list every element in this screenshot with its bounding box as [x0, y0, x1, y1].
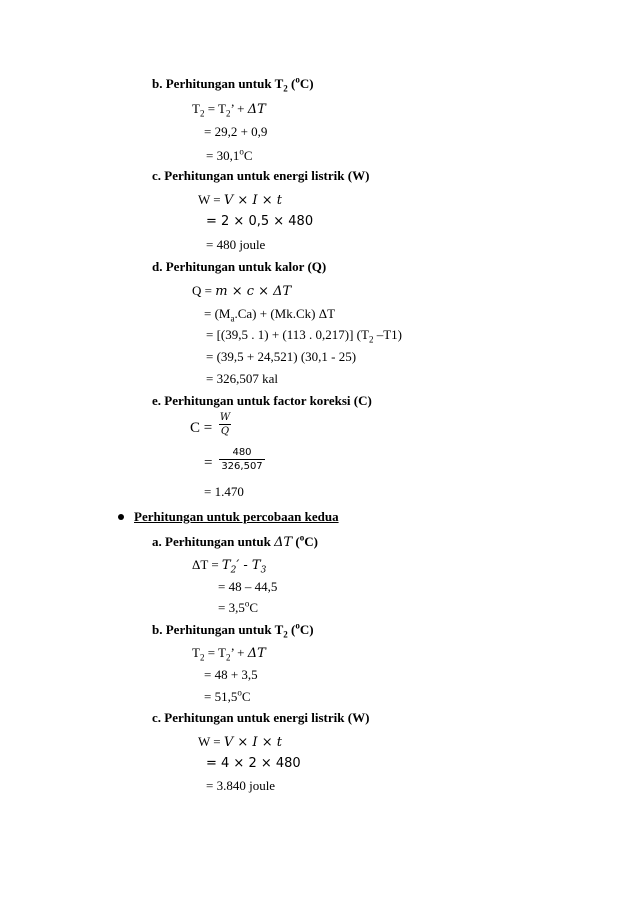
d-formula: Q = m × c × ΔT	[192, 283, 292, 299]
c1-result: = 480 joule	[206, 237, 266, 252]
e-fraction-values	[219, 447, 265, 472]
a2-formula: $\Delta T = T_2' - T_3$	[192, 557, 267, 576]
a2-result: = $3,5^oC$	[218, 598, 259, 615]
b2-step-1: = 48 + 3,5	[204, 667, 258, 682]
c1-formula: W = V × I × t	[198, 192, 282, 208]
b1-step-1: = 29,2 + 0,9	[204, 124, 268, 139]
d-step-3: = (39,5 + 24,521) (30,1 - 25)	[206, 349, 357, 364]
section-second-experiment-heading: Perhitungan untuk percobaan kedua	[134, 509, 339, 524]
b1-formula: $T_2 = T_2$’ + ΔT	[192, 101, 266, 119]
section-b2-heading: b. Perhitungan untuk $T_2$ ($^o$C)	[152, 620, 314, 640]
e-fraction-value-denominator: 326,507	[221, 461, 263, 472]
d-step-2: = [(39,5 . 1) + (113 . 0,217)] ($T_2$ –T1)	[206, 327, 402, 345]
section-e-heading: e. Perhitungan untuk factor koreksi (C)	[152, 393, 372, 408]
e-fraction-value-numerator: 480	[232, 447, 252, 458]
c1-step-1: = 2 × 0,5 × 480	[206, 214, 314, 229]
d-result: = 326,507 kal	[206, 371, 278, 386]
a2-step-1: = 48 – 44,5	[218, 579, 278, 594]
e-result: = 1.470	[204, 484, 244, 499]
c2-result: = 3.840 joule	[206, 778, 276, 793]
section-d-heading: d. Perhitungan untuk kalor (Q)	[152, 259, 327, 274]
c2-formula: W = V × I × t	[198, 734, 282, 750]
section-b1-heading: b. Perhitungan untuk $T_2$ ($^o$C)	[152, 74, 314, 94]
e-fraction-denominator: Q	[220, 426, 230, 437]
b1-result: = $30,1^oC$	[206, 146, 253, 163]
bullet-icon	[118, 514, 124, 520]
e-fraction-numerator: W	[219, 412, 231, 423]
b2-formula: $T_2 = T_2$’ + ΔT	[192, 645, 266, 663]
e-step-equals: =	[204, 455, 213, 471]
section-c2-heading: c. Perhitungan untuk energi listrik (W)	[152, 710, 370, 725]
section-a2-heading: a. Perhitungan untuk ΔT ($^o$C)	[152, 532, 318, 550]
section-c1-heading: c. Perhitungan untuk energi listrik (W)	[152, 168, 370, 183]
b2-result: = $51,5^oC$	[204, 687, 251, 704]
e-formula-label: C =	[190, 420, 213, 436]
d-step-1: = $(M_a.Ca) + (Mk.Ck)$ ΔT	[204, 306, 336, 324]
e-fraction-wq	[219, 412, 231, 437]
c2-step-1: = 4 × 2 × 480	[206, 756, 301, 771]
